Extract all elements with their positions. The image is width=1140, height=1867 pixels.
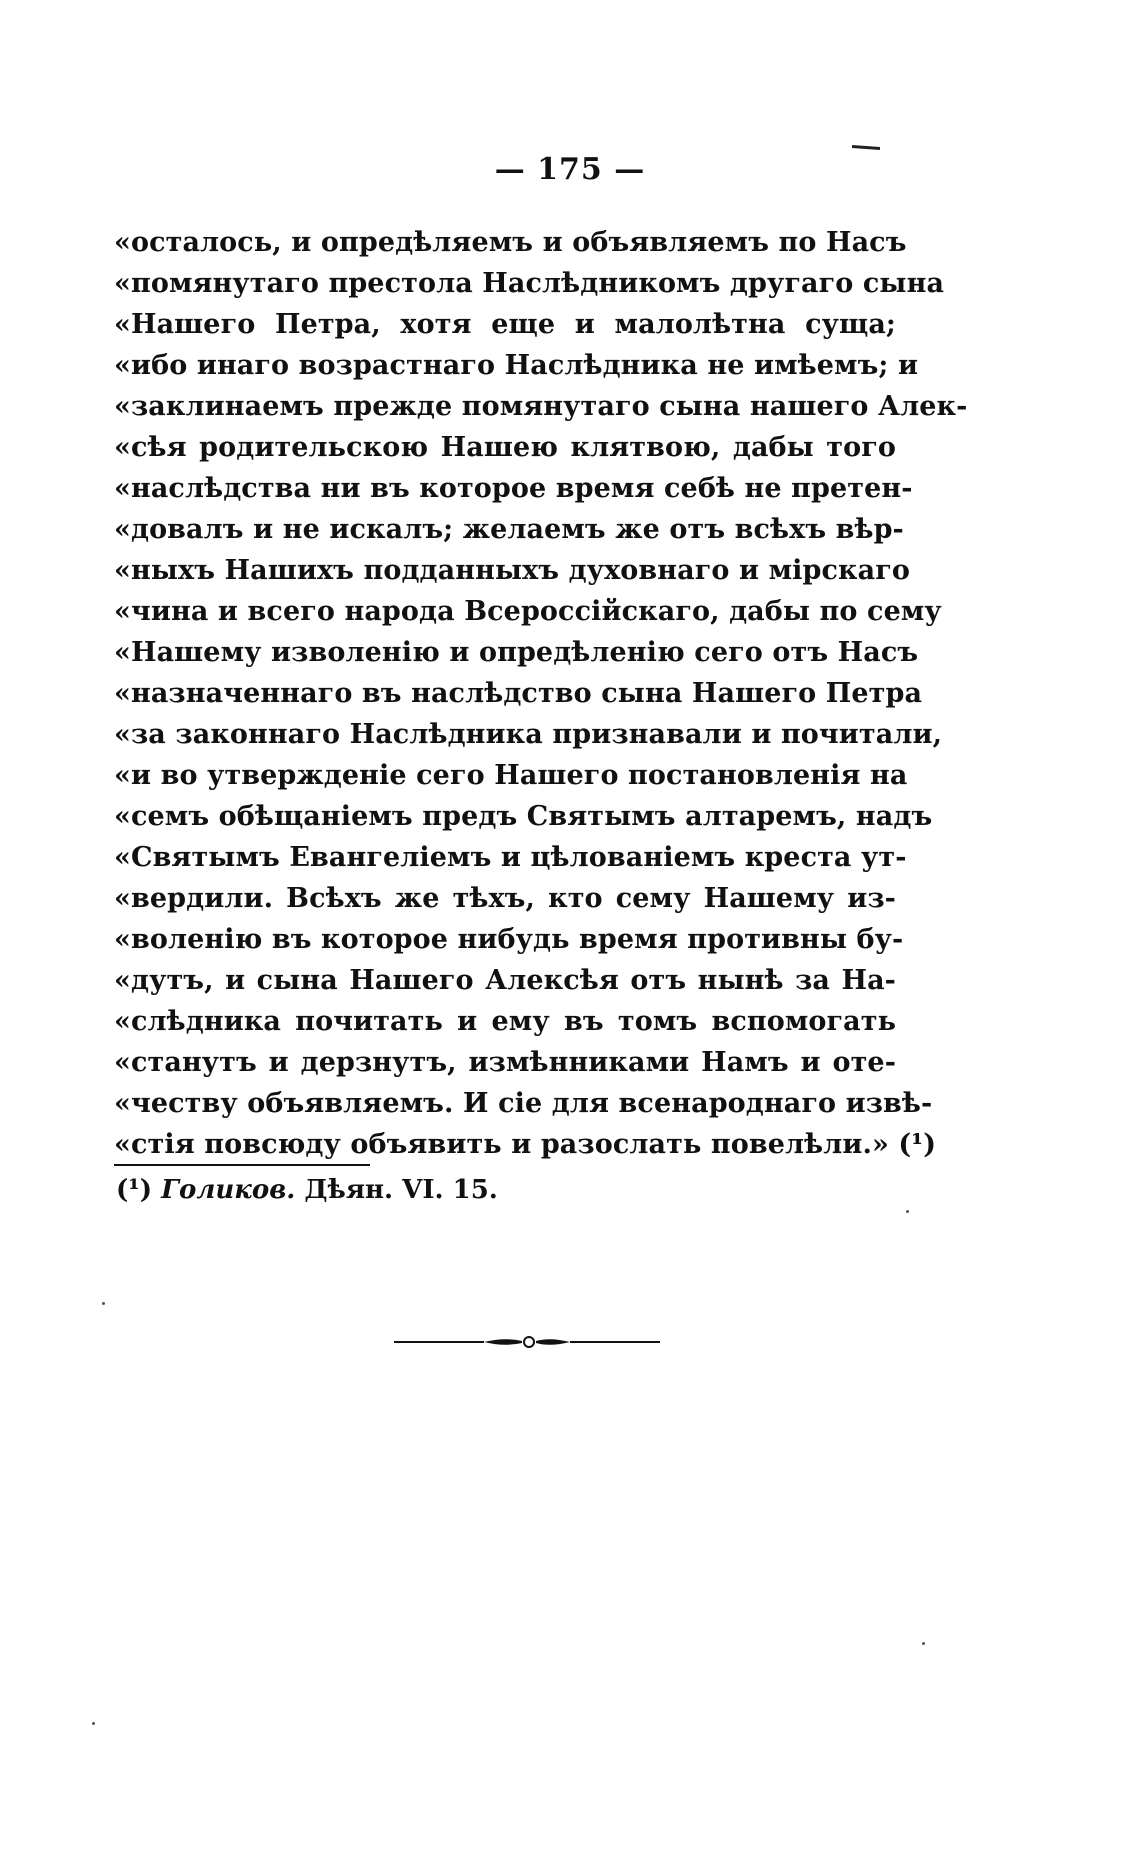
- text-line: «заклинаемъ прежде помянутаго сына нашего Алек-: [114, 391, 968, 422]
- text-line: «Нашему изволенію и опредѣленію сего отъ Насъ: [114, 637, 919, 668]
- text-line: «семъ обѣщаніемъ предъ Святымъ алтаремъ, надъ: [114, 801, 933, 832]
- text-line: «Нашего Петра, хотя еще и малолѣтна суща;: [114, 309, 896, 340]
- text-line: «сѣя родительскою Нашею клятвою, дабы того: [114, 432, 896, 463]
- text-line: «Святымъ Евангеліемъ и цѣлованіемъ креста ут-: [114, 842, 907, 873]
- end-ornament: [394, 1332, 660, 1352]
- paper-speck: [922, 1642, 925, 1645]
- page-number: — 175 —: [494, 152, 646, 187]
- paper-speck: [102, 1302, 105, 1305]
- footnote-marker: (¹): [116, 1175, 152, 1205]
- text-line: «станутъ и дерзнутъ, измѣнниками Намъ и оте-: [114, 1047, 896, 1078]
- text-line: «осталось, и опредѣляемъ и объявляемъ по Насъ: [114, 227, 907, 258]
- text-line: «воленію въ которое нибудь время противны бу-: [114, 924, 904, 955]
- text-line: «за законнаго Наслѣдника признавали и почитали,: [114, 719, 943, 750]
- text-line: «ибо инаго возрастнаго Наслѣдника не имѣемъ; и: [114, 350, 919, 381]
- text-line: «помянутаго престола Наслѣдникомъ другаго сына: [114, 268, 945, 299]
- text-line: «слѣдника почитать и ему въ томъ вспомогать: [114, 1006, 896, 1037]
- footnote-author: Голиков.: [161, 1175, 296, 1205]
- text-line: «ныхъ Нашихъ подданныхъ духовнаго и мірскаго: [114, 555, 910, 586]
- text-line: «и во утвержденіе сего Нашего постановленія на: [114, 760, 908, 791]
- text-line: «вердили. Всѣхъ же тѣхъ, кто сему Нашему из-: [114, 883, 896, 914]
- text-line: «стія повсюду объявить и разослать повелѣли.» (¹): [114, 1129, 937, 1160]
- text-line: «дутъ, и сына Нашего Алексѣя отъ нынѣ за На-: [114, 965, 896, 996]
- text-line: «наслѣдства ни въ которое время себѣ не претен-: [114, 473, 913, 504]
- text-line: «довалъ и не искалъ; желаемъ же отъ всѣхъ вѣр-: [114, 514, 904, 545]
- footnote-rule: [114, 1164, 370, 1166]
- footnote: [116, 1170, 498, 1210]
- main-text: [114, 222, 968, 1165]
- text-line: «честву объявляемъ. И сіе для всенароднаго извѣ-: [114, 1088, 933, 1119]
- text-line: «чина и всего народа Всероссійскаго, дабы по сему: [114, 596, 942, 627]
- text-line: «назначеннаго въ наслѣдство сына Нашего Петра: [114, 678, 923, 709]
- paper-speck: [906, 1210, 909, 1213]
- paper-speck: [92, 1722, 95, 1725]
- footnote-reference: Дѣян. VI. 15.: [304, 1175, 498, 1205]
